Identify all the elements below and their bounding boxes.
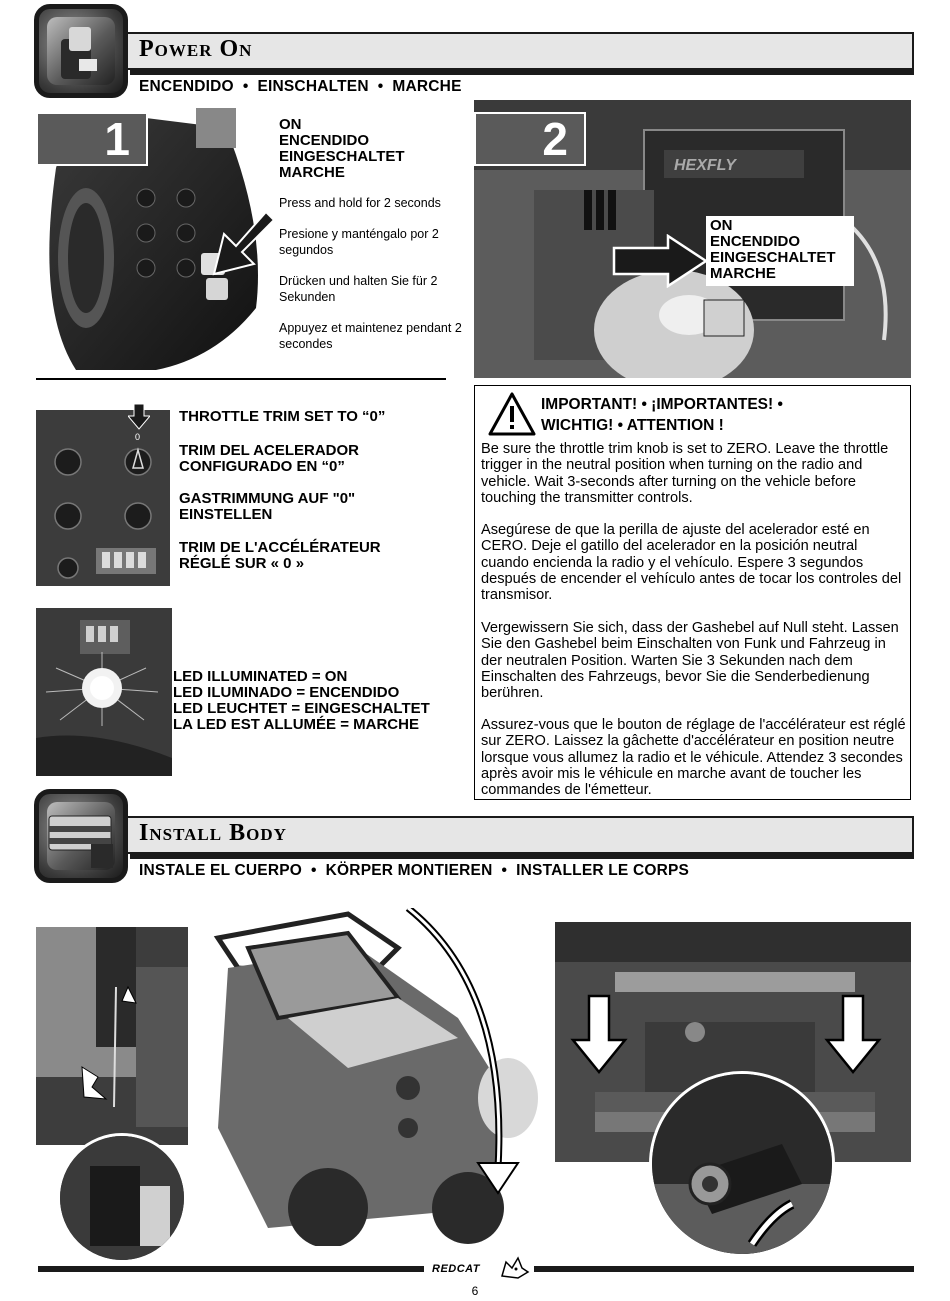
step1-arrow-icon bbox=[208, 208, 278, 278]
trim-line-es: TRIM DEL ACELERADOR CONFIGURADO EN “0” bbox=[179, 442, 359, 475]
trim-line-de: GASTRIMMUNG AUF "0" EINSTELLEN bbox=[179, 490, 356, 523]
install-body-title: Install Body bbox=[139, 820, 287, 846]
install-body-subtitle: INSTALE EL CUERPO • KÖRPER MONTIEREN • INSTALLER LE CORPS bbox=[139, 862, 690, 879]
page-number: 6 bbox=[471, 1284, 479, 1298]
trim-dial-zero-label: 0 bbox=[135, 432, 141, 442]
body-clip-inset-illustration bbox=[60, 1136, 187, 1263]
body-clip-photo bbox=[36, 927, 188, 1145]
body-mount-inset bbox=[649, 1071, 835, 1257]
body-clip-inset bbox=[57, 1133, 187, 1263]
important-notice-box bbox=[474, 385, 911, 800]
trim-dial-photo bbox=[36, 410, 170, 586]
trim-panel-illustration bbox=[36, 410, 170, 586]
trim-line-fr: TRIM DE L'ACCÉLÉRATEUR RÉGLÉ SUR « 0 » bbox=[179, 539, 381, 572]
step1-divider bbox=[36, 378, 446, 380]
step2-badge: 2 bbox=[474, 112, 586, 166]
led-photo bbox=[36, 608, 172, 776]
install-body-title-bar-shadow bbox=[130, 853, 914, 859]
install-body-section-icon bbox=[34, 789, 128, 883]
redcat-cat-icon bbox=[498, 1254, 530, 1280]
truck-body-photo bbox=[208, 908, 546, 1246]
step1-instruction-es: Presione y manténgalo por 2 segundos bbox=[279, 227, 439, 257]
led-illustration bbox=[36, 608, 172, 776]
important-paragraph-fr: Assurez-vous que le bouton de réglage de l'accélérateur est réglé sur ZERO. Laissez la gâchette d'accélérateur en position neutre lorsque vous allumez la radio et le véhicule. Attendez 3 secondes après avoir mis le véhicule en marche avant de toucher les commandes de l'émetteur. bbox=[481, 717, 906, 799]
power-on-title-bar-shadow bbox=[130, 69, 914, 75]
redcat-logo: REDCAT bbox=[432, 1263, 481, 1275]
step2-arrow-icon bbox=[610, 234, 710, 288]
body-mount-inset-illustration bbox=[652, 1074, 835, 1257]
power-on-section-icon bbox=[34, 4, 128, 98]
hexfly-logo: HEXFLY bbox=[674, 157, 736, 174]
transmitter-switch-icon bbox=[39, 9, 123, 93]
important-heading: IMPORTANT! • ¡IMPORTANTES! • WICHTIG! • ATTENTION ! bbox=[541, 396, 783, 434]
body-clip-illustration bbox=[36, 927, 188, 1145]
step1-badge: 1 bbox=[36, 112, 148, 166]
important-paragraph-en: Be sure the throttle trim knob is set to ZERO. Leave the throttle trigger in the neutral position when turning on the radio and vehicle. Wait 3-seconds after turning on the vehicle before touching the transmitter controls. bbox=[481, 441, 889, 506]
step1-on-label: ON ENCENDIDO EINGESCHALTET MARCHE bbox=[279, 116, 405, 181]
battery-icon bbox=[39, 794, 123, 878]
trim-line-en: THROTTLE TRIM SET TO “0” bbox=[179, 408, 386, 425]
important-paragraph-es: Asegúrese de que la perilla de ajuste del acelerador esté en CERO. Deje el gatillo del acelerador en la posición neutral cuando encienda la radio y el vehículo. Espere 3 segundos después de encender el vehículo antes de tocar los controles del transmisor. bbox=[481, 522, 902, 604]
step1-instruction-en: Press and hold for 2 seconds bbox=[279, 196, 441, 210]
led-label: LED ILLUMINATED = ON LED ILUMINADO = ENCENDIDO LED LEUCHTET = EINGESCHALTET LA LED EST ALLUMÉE = MARCHE bbox=[173, 668, 430, 733]
step2-on-label: ON ENCENDIDO EINGESCHALTET MARCHE bbox=[710, 217, 836, 282]
step1-instruction-de: Drücken und halten Sie für 2 Sekunden bbox=[279, 274, 438, 304]
important-paragraph-de: Vergewissern Sie sich, dass der Gashebel auf Null steht. Lassen Sie den Gashebel beim Einschalten von Funk und Fahrzeug in der neutralen Position. Warten Sie 3 Sekunden nach dem Einschalten des Fahrzeugs, bevor Sie die Senderbedienung berühren. bbox=[481, 620, 899, 702]
truck-body-illustration bbox=[208, 908, 546, 1246]
step1-instruction-fr: Appuyez et maintenez pendant 2 secondes bbox=[279, 321, 462, 351]
warning-icon bbox=[488, 392, 536, 436]
trim-arrow-icon bbox=[128, 404, 150, 430]
power-on-title: Power On bbox=[139, 36, 253, 62]
power-on-subtitle: ENCENDIDO • EINSCHALTEN • MARCHE bbox=[139, 78, 462, 95]
